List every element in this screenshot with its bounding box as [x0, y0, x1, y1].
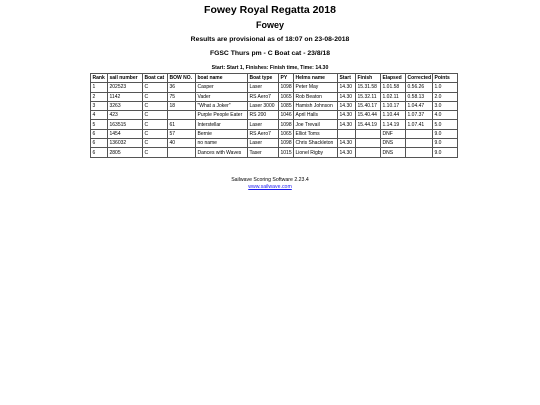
cell-boat-cat: C — [143, 111, 168, 120]
cell-boat-name: Purple People Eater — [196, 111, 248, 120]
cell-finish — [356, 148, 381, 157]
cell-elapsed: DNF — [381, 129, 406, 138]
cell-elapsed: 1.10.17 — [381, 101, 406, 110]
cell-points: 3.0 — [433, 101, 458, 110]
cell-py: 1085 — [280, 103, 292, 110]
cell-boat-cat: C — [143, 92, 168, 101]
cell-helms-name: Hamish Johnson — [294, 101, 338, 110]
provisional-note: Results are provisional as of 18:07 on 23-08-2018 — [190, 36, 350, 43]
cell-boat-type: Taser — [248, 148, 279, 157]
cell-boat-type: RS Aero7 — [248, 92, 279, 101]
cell-points: 9.0 — [433, 129, 458, 138]
cell-sail-number: 202523 — [108, 83, 143, 92]
cell-rank: 5 — [91, 120, 108, 129]
cell-boat-name: Dances with Waves — [196, 148, 248, 157]
cell-boat-type: Laser — [248, 83, 279, 92]
column-header-sail-number: sail number — [108, 74, 143, 83]
column-header-boat-type: Boat type — [248, 74, 279, 83]
cell-boat-name: Vader — [196, 92, 248, 101]
cell-elapsed: DNS — [381, 139, 406, 148]
cell-sail-number: 3263 — [108, 101, 143, 110]
cell-points: 5.0 — [433, 120, 458, 129]
cell-finish: 15.44.19 — [356, 120, 381, 129]
cell-bow-no: 36 — [168, 83, 196, 92]
cell-boat-type: Laser 3000 — [248, 101, 279, 110]
cell-elapsed: 1.14.19 — [381, 120, 406, 129]
race-title: FGSC Thurs pm - C Boat cat - 23/8/18 — [209, 50, 331, 57]
table-row — [91, 101, 458, 110]
cell-points: 2.0 — [433, 92, 458, 101]
cell-boat-cat: C — [143, 101, 168, 110]
regatta-title: Fowey Royal Regatta 2018 — [204, 4, 336, 16]
cell-boat-cat: C — [143, 120, 168, 129]
cell-start: 14.30 — [338, 92, 356, 101]
footer — [0, 177, 540, 190]
cell-corrected — [406, 148, 433, 157]
cell-helms-name: Rob Beaton — [294, 92, 338, 101]
cell-sail-number: 2805 — [108, 148, 143, 157]
software-credit: Sailwave Scoring Software 2.23.4 — [231, 177, 309, 183]
cell-start: 14.30 — [338, 111, 356, 120]
table-row — [91, 148, 458, 157]
cell-boat-name: "What a Joker" — [196, 101, 248, 110]
cell-corrected: 0.58.13 — [406, 92, 433, 101]
cell-corrected: 0.56.26 — [406, 83, 433, 92]
cell-boat-type: Laser — [248, 139, 279, 148]
cell-boat-cat: C — [143, 129, 168, 138]
table-row — [91, 120, 458, 129]
cell-bow-no: 75 — [168, 92, 196, 101]
cell-rank: 4 — [91, 111, 108, 120]
cell-bow-no — [168, 111, 196, 120]
venue-heading: Fowey — [255, 20, 284, 30]
cell-boat-name: no name — [196, 139, 248, 148]
cell-boat-cat: C — [143, 83, 168, 92]
cell-start — [338, 129, 356, 138]
cell-start: 14.30 — [338, 101, 356, 110]
cell-finish: 15.31.58 — [356, 83, 381, 92]
cell-bow-no: 18 — [168, 101, 196, 110]
cell-py: 1098 — [280, 140, 292, 147]
table-row — [91, 139, 458, 148]
cell-elapsed: 1.01.58 — [381, 83, 406, 92]
cell-boat-cat: C — [143, 139, 168, 148]
cell-bow-no: 57 — [168, 129, 196, 138]
column-header-boat-cat: Boat cat — [143, 74, 168, 83]
column-header-helms-name: Helms name — [294, 74, 338, 83]
table-header-row — [91, 74, 458, 83]
cell-py: 1098 — [280, 84, 292, 91]
cell-py: 1065 — [280, 93, 292, 100]
cell-py: 1065 — [280, 130, 292, 137]
cell-elapsed: 1.10.44 — [381, 111, 406, 120]
cell-boat-cat: C — [143, 148, 168, 157]
cell-sail-number: 1142 — [108, 92, 143, 101]
cell-start: 14.30 — [338, 139, 356, 148]
cell-rank: 2 — [91, 92, 108, 101]
cell-points: 9.0 — [433, 139, 458, 148]
cell-boat-name: Bernie — [196, 129, 248, 138]
cell-bow-no: 40 — [168, 139, 196, 148]
column-header-bow-no: BOW NO. — [168, 74, 196, 83]
cell-helms-name: Peter May — [294, 83, 338, 92]
cell-boat-type: RS 200 — [248, 111, 279, 120]
cell-bow-no: 61 — [168, 120, 196, 129]
cell-py: 1098 — [280, 121, 292, 128]
cell-sail-number: 136032 — [108, 139, 143, 148]
cell-boat-name: Interstellar — [196, 120, 248, 129]
table-row — [91, 129, 458, 138]
table-row — [91, 111, 458, 120]
cell-points: 9.0 — [433, 148, 458, 157]
cell-corrected: 1.04.47 — [406, 101, 433, 110]
cell-sail-number: 163515 — [108, 120, 143, 129]
cell-elapsed: DNS — [381, 148, 406, 157]
cell-finish: 15.32.11 — [356, 92, 381, 101]
cell-corrected: 1.07.41 — [406, 120, 433, 129]
cell-finish: 15.40.44 — [356, 111, 381, 120]
cell-rank: 6 — [91, 129, 108, 138]
cell-start: 14.30 — [338, 120, 356, 129]
cell-boat-type: RS Aero7 — [248, 129, 279, 138]
table-row — [91, 83, 458, 92]
cell-sail-number: 423 — [108, 111, 143, 120]
cell-rank: 1 — [91, 83, 108, 92]
cell-bow-no — [168, 148, 196, 157]
column-header-finish: Finish — [356, 74, 381, 83]
column-header-py: PY — [279, 74, 294, 83]
cell-boat-name: Casper — [196, 83, 248, 92]
cell-helms-name: Elliot Toms — [294, 129, 338, 138]
cell-corrected: 1.07.37 — [406, 111, 433, 120]
table-body — [91, 83, 458, 157]
column-header-rank: Rank — [91, 74, 108, 83]
column-header-start: Start — [338, 74, 356, 83]
cell-rank: 6 — [91, 139, 108, 148]
cell-helms-name: Lionel Rigby — [294, 148, 338, 157]
cell-finish — [356, 129, 381, 138]
cell-points: 4.0 — [433, 111, 458, 120]
column-header-corrected: Corrected — [407, 75, 432, 82]
column-header-elapsed: Elapsed — [381, 74, 406, 83]
cell-points: 1.0 — [433, 83, 458, 92]
cell-finish — [356, 139, 381, 148]
cell-helms-name: Joe Trevail — [294, 120, 338, 129]
cell-py: 1046 — [280, 112, 292, 119]
cell-corrected — [406, 129, 433, 138]
results-table — [90, 73, 458, 158]
cell-boat-type: Laser — [248, 120, 279, 129]
cell-rank: 3 — [91, 101, 108, 110]
cell-py: 1015 — [280, 149, 292, 156]
column-header-points: Points — [433, 74, 458, 83]
cell-start: 14.30 — [338, 148, 356, 157]
cell-sail-number: 1454 — [108, 129, 143, 138]
cell-rank: 6 — [91, 148, 108, 157]
sailwave-link[interactable]: www.sailwave.com — [248, 183, 292, 190]
table-row — [91, 92, 458, 101]
cell-helms-name: Chris Shackleton — [294, 139, 338, 148]
cell-start: 14.30 — [338, 83, 356, 92]
cell-corrected — [406, 139, 433, 148]
column-header-boat-name: boat name — [196, 74, 248, 83]
cell-elapsed: 1.02.11 — [381, 92, 406, 101]
start-info: Start: Start 1, Finishes: Finish time, Time: 14.30 — [211, 65, 329, 71]
cell-helms-name: April Halls — [294, 111, 338, 120]
cell-finish: 15.40.17 — [356, 101, 381, 110]
